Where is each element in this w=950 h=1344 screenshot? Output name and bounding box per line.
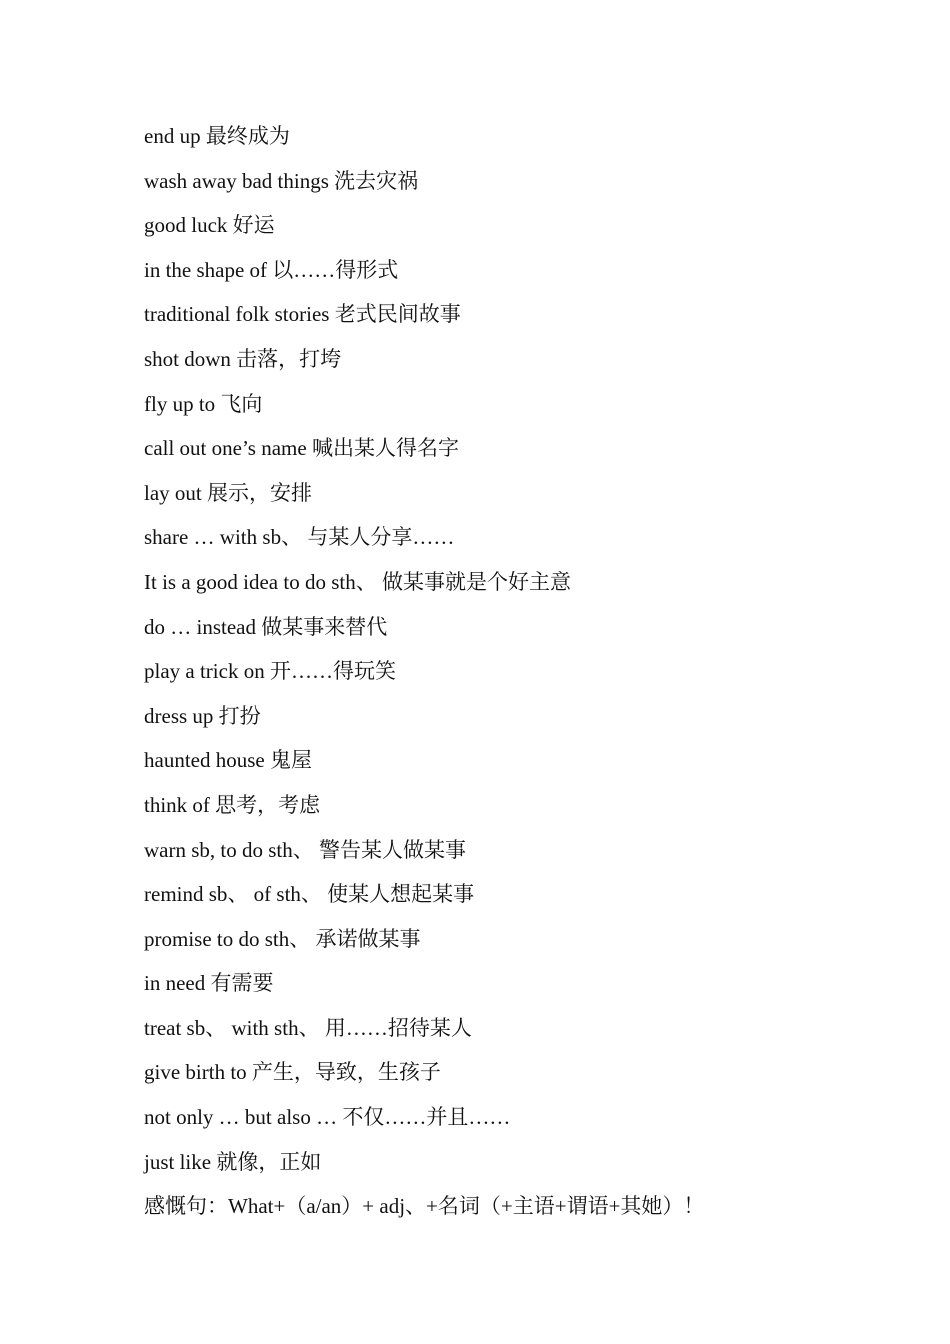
phrase-line: haunted house 鬼屋 xyxy=(144,748,312,773)
phrase-line: play a trick on 开……得玩笑 xyxy=(144,659,396,684)
phrase-line: 感慨句：What+（a/an）+ adj、+名词（+主语+谓语+其她）！ xyxy=(144,1194,705,1219)
phrase-line: traditional folk stories 老式民间故事 xyxy=(144,302,461,327)
phrase-line: end up 最终成为 xyxy=(144,124,290,148)
phrase-line: good luck 好运 xyxy=(144,213,275,238)
phrase-line: remind sb、 of sth、 使某人想起某事 xyxy=(144,882,475,907)
phrase-line: warn sb, to do sth、 警告某人做某事 xyxy=(144,837,466,862)
phrase-line: It is a good idea to do sth、 做某事就是个好主意 xyxy=(144,569,571,594)
phrase-line: call out one’s name 喊出某人得名字 xyxy=(144,436,459,461)
phrase-line: lay out 展示，安排 xyxy=(144,480,312,505)
phrase-line: promise to do sth、 承诺做某事 xyxy=(144,926,421,951)
phrase-line: in the shape of 以……得形式 xyxy=(144,257,399,282)
phrase-line: shot down 击落，打垮 xyxy=(144,346,342,371)
phrase-line: just like 就像，正如 xyxy=(144,1149,322,1174)
phrase-line: think of 思考，考虑 xyxy=(144,792,321,817)
phrase-line: do … instead 做某事来替代 xyxy=(144,614,388,639)
phrase-line: dress up 打扮 xyxy=(144,703,261,728)
phrase-line: give birth to 产生，导致，生孩子 xyxy=(144,1060,441,1085)
phrase-line: share … with sb、 与某人分享…… xyxy=(144,525,455,550)
phrase-line: wash away bad things 洗去灾祸 xyxy=(144,168,419,193)
phrase-line: fly up to 飞向 xyxy=(144,391,263,416)
phrase-line: not only … but also … 不仅……并且…… xyxy=(144,1105,511,1130)
phrase-line: in need 有需要 xyxy=(144,971,274,996)
phrase-line: treat sb、 with sth、 用……招待某人 xyxy=(144,1015,472,1040)
phrase-list xyxy=(144,119,904,1234)
